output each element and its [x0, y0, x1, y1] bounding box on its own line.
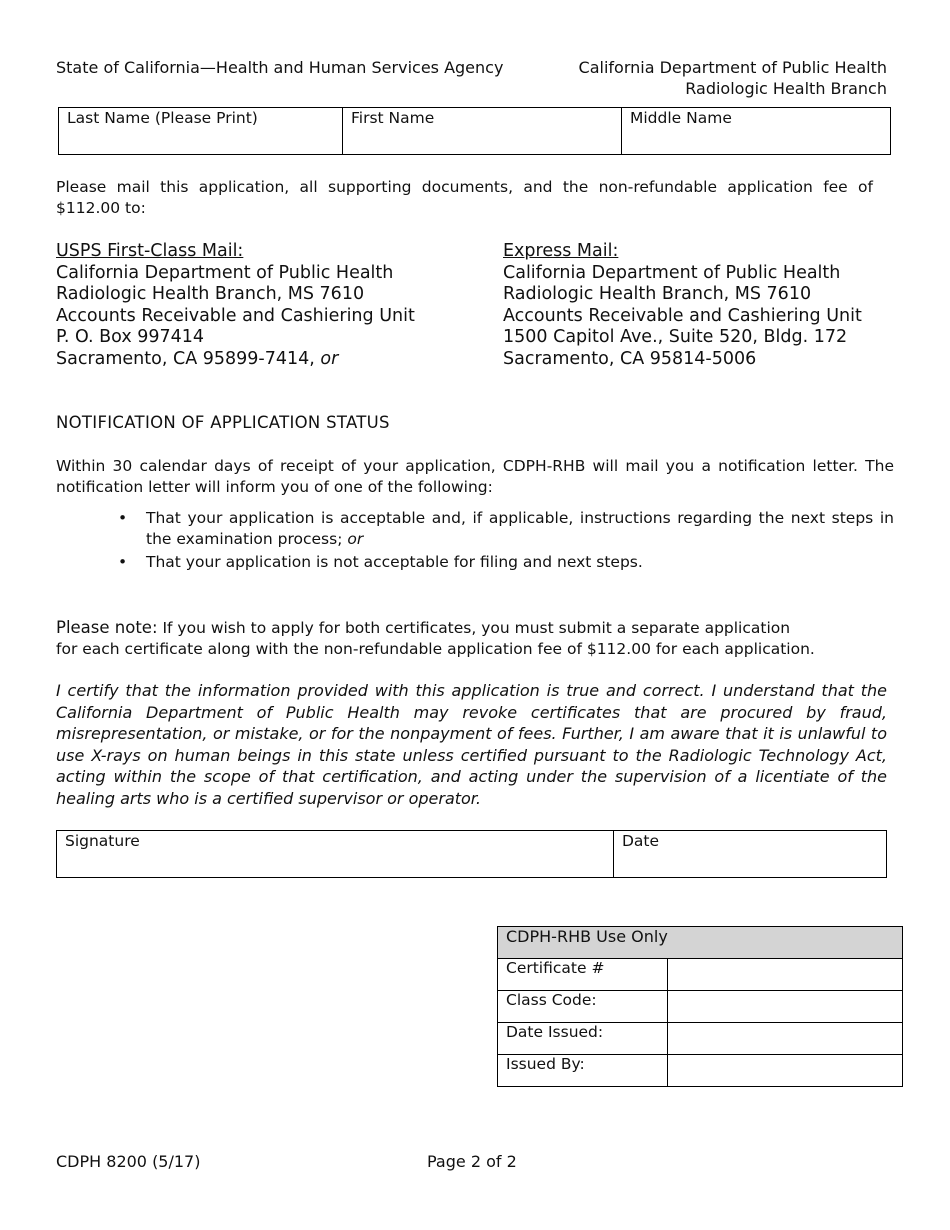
bullet-icon: •: [118, 509, 128, 527]
date-issued-label: Date Issued:: [498, 1023, 668, 1055]
express-line-5: Sacramento, CA 95814-5006: [503, 348, 757, 369]
office-use-heading: CDPH-RHB Use Only: [498, 927, 903, 959]
signature-label: Signature: [65, 832, 140, 850]
usps-city: Sacramento, CA 95899-7414,: [56, 348, 315, 369]
notification-heading: NOTIFICATION OF APPLICATION STATUS: [56, 413, 390, 432]
form-id: CDPH 8200 (5/17): [56, 1152, 201, 1171]
option-acceptable: That your application is acceptable and, if applicable, instructions regarding the next steps in the examination process;: [146, 509, 894, 548]
certificate-number-label: Certificate #: [498, 959, 668, 991]
list-item: [56, 508, 894, 550]
usps-line-1: California Department of Public Health: [56, 262, 394, 283]
date-issued-field[interactable]: [668, 1023, 903, 1055]
table-row: [498, 1055, 903, 1087]
usps-line-5: [56, 349, 476, 371]
usps-or: or: [320, 348, 339, 369]
table-row: [498, 959, 903, 991]
please-note: [56, 617, 906, 660]
table-row: [498, 1023, 903, 1055]
note-line-1: If you wish to apply for both certificates, you must submit a separate application: [157, 619, 791, 637]
date-field[interactable]: [614, 831, 886, 877]
notification-intro: Within 30 calendar days of receipt of your application, CDPH-RHB will mail you a notification letter. The notification letter will inform you of one of the following:: [56, 457, 894, 496]
last-name-label: Last Name (Please Print): [67, 109, 258, 127]
bullet-icon: •: [118, 553, 128, 571]
usps-address: [56, 241, 476, 370]
middle-name-label: Middle Name: [630, 109, 732, 127]
applicant-name-fields: [58, 107, 891, 155]
certification-statement: I certify that the information provided with this application is true and correct. I understand that the California Department of Public Health may revoke certificates that are procured by fraud, misrepresentation, or mistake, or for the nonpayment of fees. Further, I am aware that it is unlawful to use X-rays on human beings in this state unless certified pursuant to the Radiologic Technology Act, acting within the scope of that certification, and acting under the supervision of a licentiate of the healing arts who is a certified supervisor or operator.: [56, 681, 887, 808]
issued-by-label: Issued By:: [498, 1055, 668, 1087]
note-line-2: for each certificate along with the non-refundable application fee of $112.00 for each application.: [56, 640, 815, 658]
express-line-4: 1500 Capitol Ave., Suite 520, Bldg. 172: [503, 327, 848, 347]
first-name-field[interactable]: [343, 108, 622, 154]
department-name: California Department of Public Health: [578, 58, 887, 77]
class-code-label: Class Code:: [498, 991, 668, 1023]
signature-fields: [56, 830, 887, 878]
class-code-field[interactable]: [668, 991, 903, 1023]
express-line-2: Radiologic Health Branch, MS 7610: [503, 284, 812, 304]
issued-by-field[interactable]: [668, 1055, 903, 1087]
usps-line-3: Accounts Receivable and Cashiering Unit: [56, 305, 415, 326]
option-not-acceptable: That your application is not acceptable for filing and next steps.: [146, 553, 643, 571]
table-row: [498, 991, 903, 1023]
department-header: [579, 57, 887, 99]
agency-name: State of California—Health and Human Services Agency: [56, 58, 504, 77]
express-line-1: California Department of Public Health: [503, 262, 841, 283]
usps-line-2: Radiologic Health Branch, MS 7610: [56, 284, 365, 304]
date-label: Date: [622, 832, 660, 850]
middle-name-field[interactable]: [622, 108, 890, 154]
notification-options: [56, 508, 894, 575]
signature-field[interactable]: [57, 831, 614, 877]
express-line-3: Accounts Receivable and Cashiering Unit: [503, 305, 862, 326]
certificate-number-field[interactable]: [668, 959, 903, 991]
usps-heading: USPS First-Class Mail:: [56, 241, 244, 261]
express-heading: Express Mail:: [503, 241, 619, 261]
express-address: [503, 241, 903, 370]
first-name-label: First Name: [351, 109, 435, 127]
branch-name: Radiologic Health Branch: [685, 79, 887, 98]
office-use-table: [497, 926, 903, 1087]
list-item: [56, 552, 894, 573]
last-name-field[interactable]: [59, 108, 343, 154]
mail-instruction: Please mail this application, all supporting documents, and the non-refundable application fee of $112.00 to:: [56, 178, 873, 217]
option-or: or: [347, 530, 364, 548]
page-number: Page 2 of 2: [427, 1152, 517, 1171]
note-lead: Please note:: [56, 618, 158, 637]
usps-line-4: P. O. Box 997414: [56, 327, 205, 347]
